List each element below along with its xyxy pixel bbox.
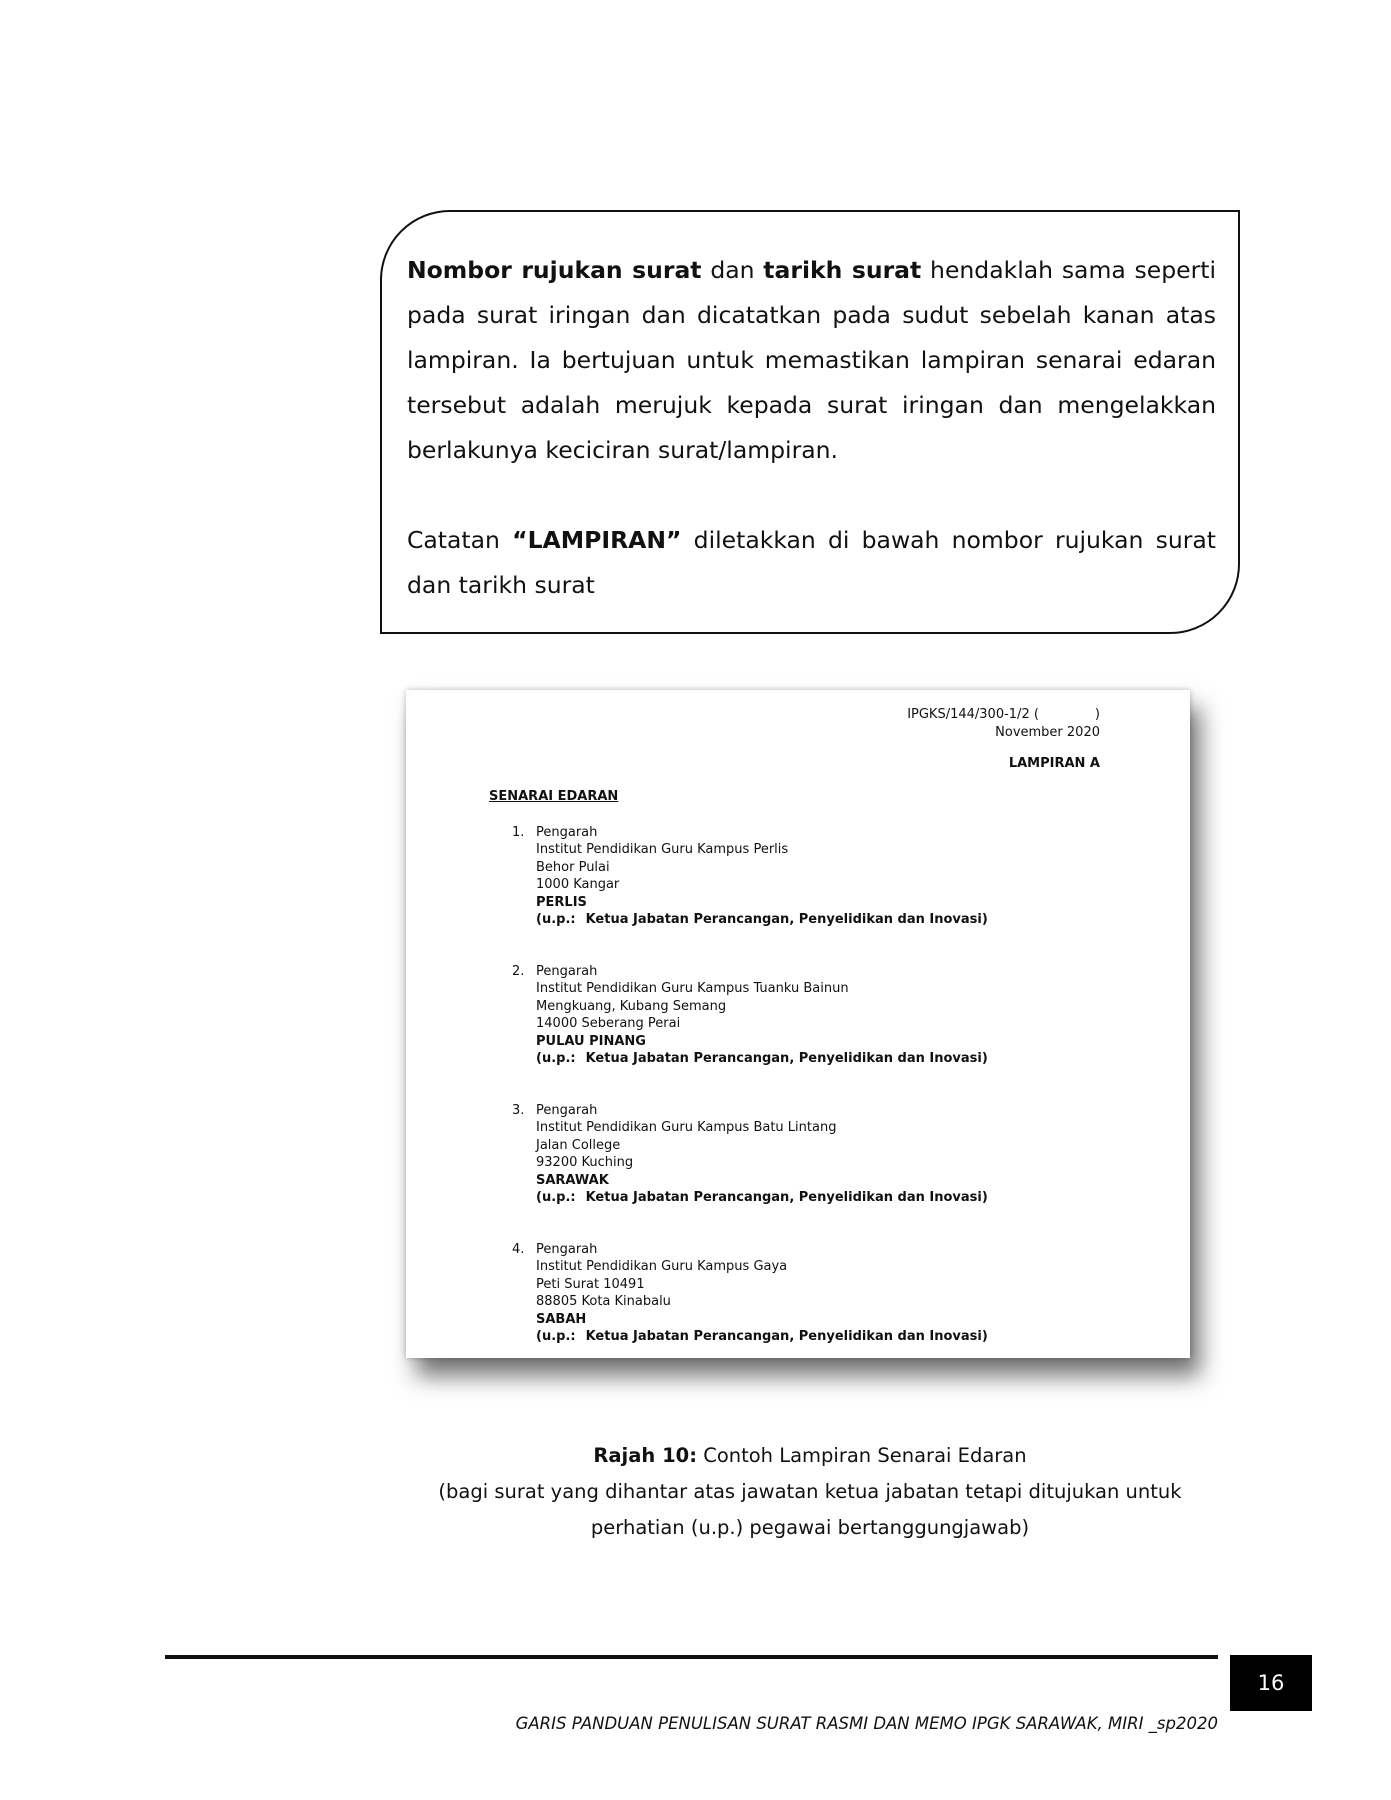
caption-line: perhatian (u.p.) pegawai bertanggungjawab) [590,1516,1030,1539]
attention-tag: (u.p.: [536,1329,576,1345]
note-text: dan [701,256,764,284]
note-paragraph-1 [407,248,1216,473]
attention-text: Ketua Jabatan Perancangan, Penyelidikan dan Inovasi) [585,1051,988,1067]
note-text: diletakkan di bawah nombor rujukan surat dan tarikh surat [407,526,1217,599]
item-line: 93200 Kuching [536,1155,634,1171]
item-state: PERLIS [536,894,587,910]
list-item [512,963,1152,1102]
item-line: Mengkuang, Kubang Semang [536,998,727,1014]
note-text: hendaklah sama seperti pada surat iringan dan dicatatkan pada sudut sebelah kanan atas lampiran. Ia bertujuan untuk memastikan lampiran senarai edaran tersebut adalah merujuk kepada surat iringan dan mengelakkan berlakunya keciciran surat/lampiran. [407,256,1217,464]
page-number: 16 [1230,1655,1312,1711]
attention-text: Ketua Jabatan Perancangan, Penyelidikan dan Inovasi) [585,1329,988,1345]
item-line: Pengarah [536,1242,598,1257]
note-paragraph-2 [407,518,1216,608]
footer-divider [165,1655,1218,1659]
item-line: Behor Pulai [536,859,610,875]
item-attention [536,1050,1152,1067]
item-line: 14000 Seberang Perai [536,1016,681,1032]
item-state: PULAU PINANG [536,1033,646,1049]
caption-line: (bagi surat yang dihantar atas jawatan ketua jabatan tetapi ditujukan untuk [438,1480,1182,1503]
attention-tag: (u.p.: [536,912,576,928]
item-line: Institut Pendidikan Guru Kampus Gaya [536,1259,788,1275]
sample-document [406,690,1190,1358]
item-line: Pengarah [536,1103,598,1118]
reference-number: IPGKS/144/300-1/2 ( [907,707,1039,722]
item-attention [536,1328,1152,1345]
item-number: 1. [512,825,525,840]
note-bold-date: tarikh surat [763,256,922,284]
item-number: 3. [512,1103,525,1118]
note-text: Catatan [407,526,513,554]
attention-text: Ketua Jabatan Perancangan, Penyelidikan dan Inovasi) [585,1190,988,1206]
item-line: Jalan College [536,1137,621,1153]
item-number: 2. [512,964,525,979]
spacer [407,473,1216,518]
attention-tag: (u.p.: [536,1051,576,1067]
note-bold-reference: Nombor rujukan surat [407,256,702,284]
list-item [512,1102,1152,1241]
footer-text: GARIS PANDUAN PENULISAN SURAT RASMI DAN MEMO IPGK SARAWAK, MIRI _sp2020 [515,1714,1218,1733]
document-lampiran-label: LAMPIRAN A [1008,756,1100,771]
note-box [380,210,1240,634]
item-state: SARAWAK [536,1172,609,1188]
document-title: SENARAI EDARAN [489,789,619,804]
item-line: Pengarah [536,825,598,840]
document-date: November 2020 [995,725,1100,740]
item-line: 1000 Kangar [536,877,620,893]
item-line: Institut Pendidikan Guru Kampus Batu Lintang [536,1120,837,1136]
list-item [512,824,1152,963]
distribution-list [512,824,1152,1380]
document-reference [907,706,1100,742]
attention-tag: (u.p.: [536,1190,576,1206]
item-line: 88805 Kota Kinabalu [536,1294,671,1310]
reference-close: ) [1094,707,1100,722]
item-attention [536,911,1152,928]
attention-text: Ketua Jabatan Perancangan, Penyelidikan dan Inovasi) [585,912,988,928]
figure-caption [420,1438,1200,1474]
item-line: Pengarah [536,964,598,979]
caption-title: Contoh Lampiran Senarai Edaran [697,1444,1027,1467]
item-line: Institut Pendidikan Guru Kampus Tuanku Bainun [536,981,849,997]
item-line: Peti Surat 10491 [536,1276,645,1292]
note-bold-lampiran: “LAMPIRAN” [512,526,682,554]
item-line: Institut Pendidikan Guru Kampus Perlis [536,842,789,858]
caption-label: Rajah 10: [593,1444,697,1467]
item-attention [536,1189,1152,1206]
item-number: 4. [512,1242,525,1257]
list-item [512,1241,1152,1380]
item-state: SABAH [536,1311,587,1327]
